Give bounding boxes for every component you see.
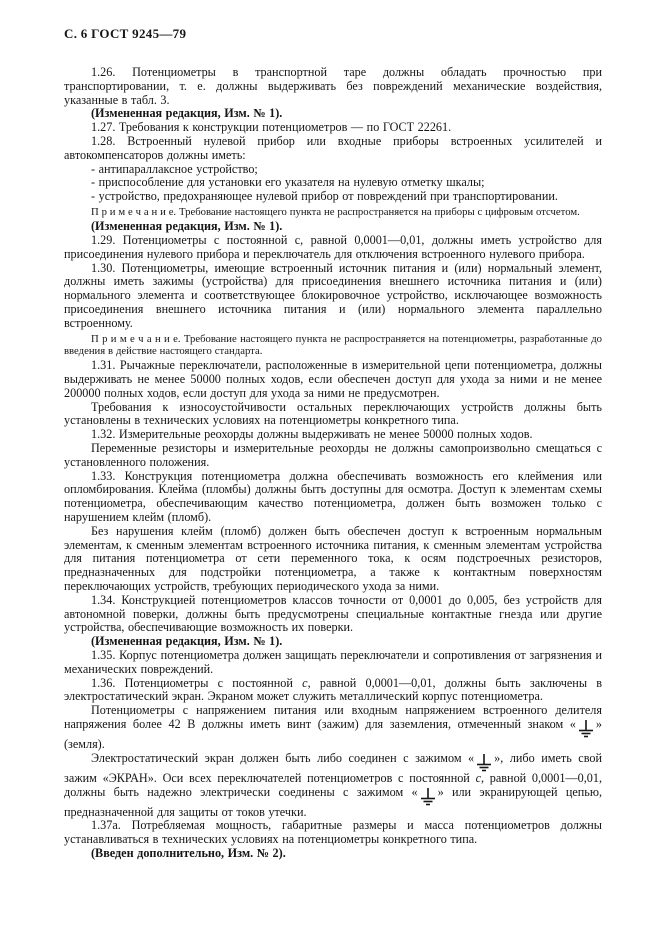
paragraph: 1.26. Потенциометры в транспортной таре должны обладать прочностью при транспортировании, т. е. должны выдерживать без повреждений механические воздействия, указанные в табл. 3. [64,65,602,107]
paragraph: Переменные резисторы и измерительные реохорды не должны самопроизвольно смещаться с установленного положения. [64,441,602,469]
paragraph: 1.28. Встроенный нулевой прибор или входные приборы встроенных усилителей и автокомпенсаторов должны иметь: [64,133,602,162]
text-segment: Потенциометры с напряжением питания или входным напряжением встроенного делителя напряжения более 42 В должны иметь винт (зажим) для заземления, отмеченный знаком « [64,703,602,731]
italic-constant: с [302,675,308,690]
text-segment: » (земля). [64,716,602,751]
amendment-note: (Измененная редакция, Изм. № 1). [91,219,283,234]
paragraph: Требования к износоустойчивости остальных переключающих устройств должны быть установлены в технических условиях на потенциометры конкретного типа. [64,399,602,428]
paragraph: - устройство, предохраняющее нулевой прибор от повреждений при транспортировании. [91,189,558,204]
text-segment: Электростатический экран должен быть либо соединен с зажимом « [91,750,475,765]
paragraph: 1.32. Измерительные реохорды должны выдерживать не менее 50000 полных ходов. [91,427,533,442]
paragraph: 1.27. Требования к конструкции потенциометров — по ГОСТ 22261. [91,120,452,135]
paragraph: 1.37а. Потребляемая мощность, габаритные размеры и масса потенциометров должны устанавливаться в технических условиях на потенциометры конкретного типа. [64,818,602,847]
text-segment: , равной 0,0001—0,01, должны быть надежно электрически соединены с зажимом « [64,770,602,799]
italic-constant: с [475,770,481,785]
text-segment: » или экранирующей цепью, предназначенной для защиты от токов утечки. [64,784,602,819]
earth-ground-icon [475,754,493,772]
note-paragraph: П р и м е ч а н и е. Требование настоящего пункта не распространяется на приборы с цифровым отсчетом. [91,205,580,218]
earth-ground-icon [577,720,595,738]
amendment-note: (Введен дополнительно, Изм. № 2). [91,845,286,860]
paragraph: 1.29. Потенциометры с постоянной с, равной 0,0001—0,01, должны иметь устройство для присоединения нулевого прибора и переключатель для отключения встроенного нулевого прибора. [64,233,602,261]
paragraph: 1.30. Потенциометры, имеющие встроенный источник питания и (или) нормальный элемент, должны иметь зажимы (устройства) для присоединения внешнего источника питания и (или) нормального элемента и соответствующее блокировочное устройство, исключающее возможность присоединения внешнего источника питания и (или) нормального элемента параллельно встроенному. [64,260,602,330]
paragraph [64,677,602,705]
amendment-note: (Измененная редакция, Изм. № 1). [91,106,283,121]
paragraph: 1.34. Конструкцией потенциометров классов точности от 0,0001 до 0,005, без устройств для автономной поверки, должны быть предусмотрены специальные контактные гнезда или другие устройства, обеспечивающие возможность их поверки. [64,592,602,635]
paragraph: 1.31. Рычажные переключатели, расположенные в измерительной цепи потенциометра, должны выдерживать не менее 50000 полных ходов, если обеспечен доступ для ухода за ними и не менее 200000 полных ходов, если доступ для ухода за ними не предусмотрен. [64,358,602,400]
text-segment: », либо иметь свой зажим «ЭКРАН». Оси всех переключателей потенциометров с постоянной [64,750,603,785]
document-body [64,66,602,861]
paragraph: - приспособление для установки его указателя на нулевую отметку шкалы; [91,175,485,190]
paragraph: 1.33. Конструкция потенциометра должна обеспечивать возможность его клеймения или опломбирования. Клейма (пломбы) должны быть доступны для осмотра. Доступ к элементам схемы потенциометра, обеспечивающим качество потенциометра, должен быть возможен только с нарушением клейм (пломб). [64,468,602,524]
paragraph: Без нарушения клейм (пломб) должен быть обеспечен доступ к встроенным нормальным элементам, к сменным элементам встроенного источника питания, к сменным элементам устройства для питания потенциометра от сети переменного тока, к осям подстроечных резисторов, предназначенных для подстройки потенциометра, а также к контактным поверхностям переключающих устройств, требующих периодического ухода за ними. [64,523,602,593]
amendment-note: (Измененная редакция, Изм. № 1). [91,634,283,649]
text-segment: 1.36. Потенциометры с постоянной [91,675,303,690]
text-segment: , равной 0,0001—0,01, должны быть заключены в электростатический экран. Экраном может служить металлический корпус потенциометра. [64,675,602,704]
paragraph [64,752,602,820]
earth-ground-icon [419,788,437,806]
paragraph: - антипараллаксное устройство; [91,161,258,176]
page-header: С. 6 ГОСТ 9245—79 [64,26,187,41]
note-paragraph: П р и м е ч а н и е. Требование настоящего пункта не распространяется на потенциометры, разработанные до введения в действие настоящего стандарта. [64,332,602,357]
paragraph: 1.35. Корпус потенциометра должен защищать переключатели и сопротивления от загрязнения и механических повреждений. [64,647,602,676]
paragraph [64,704,602,752]
